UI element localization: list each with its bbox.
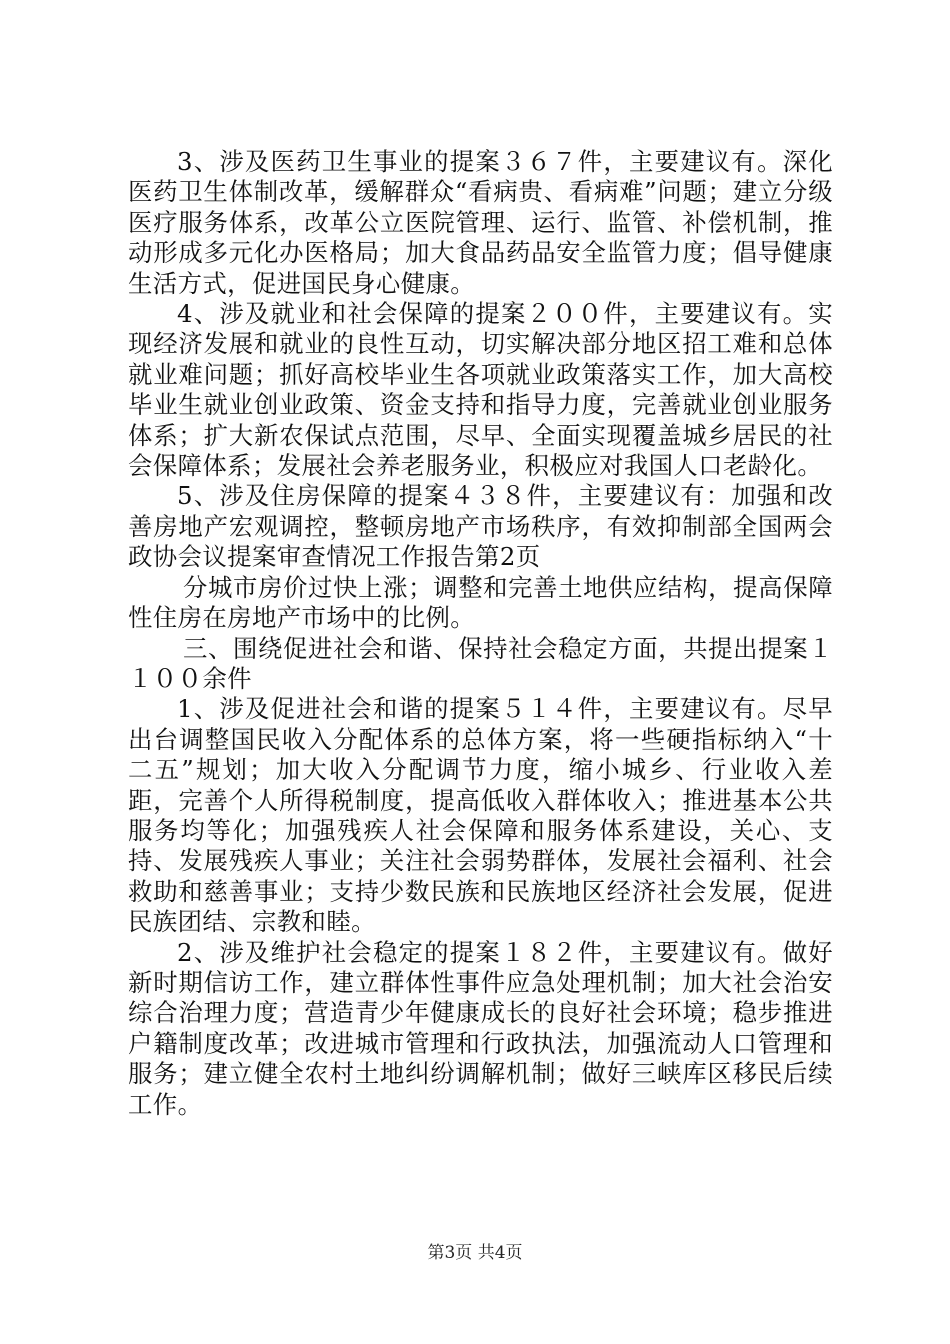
paragraph-social-harmony: 1、涉及促进社会和谐的提案５１４件，主要建议有。尽早出台调整国民收入分配体系的总体方案，将一些硬指标纳入“十二五”规划；加大收入分配调节力度，缩小城乡、行业收入差距，完善个人所得税制度，提高低收入群体收入；推进基本公共服务均等化；加强残疾人社会保障和服务体系建设，关心、支持、发展残疾人事业；关注社会弱势群体，发展社会福利、社会救助和慈善事业；支持少数民族和民族地区经济社会发展，促进民族团结、宗教和睦。 bbox=[128, 694, 833, 937]
document-body bbox=[128, 147, 833, 1120]
paragraph-medical-health: 3、涉及医药卫生事业的提案３６７件，主要建议有。深化医药卫生体制改革，缓解群众“看病贵、看病难”问题；建立分级医疗服务体系，改革公立医院管理、运行、监管、补偿机制，推动形成多元化办医格局；加大食品药品安全监管力度；倡导健康生活方式，促进国民身心健康。 bbox=[128, 147, 833, 298]
paragraph-housing-security: 5、涉及住房保障的提案４３８件，主要建议有：加强和改善房地产宏观调控，整顿房地产市场秩序，有效抑制部全国两会政协会议提案审查情况工作报告第2页 bbox=[128, 481, 833, 572]
section-heading-social-harmony: 三、围绕促进社会和谐、保持社会稳定方面，共提出提案１１００余件 bbox=[128, 633, 833, 693]
paragraph-social-stability: 2、涉及维护社会稳定的提案１８２件，主要建议有。做好新时期信访工作，建立群体性事件应急处理机制；加大社会治安综合治理力度；营造青少年健康成长的良好社会环境；稳步推进户籍制度改革；改进城市管理和行政执法，加强流动人口管理和服务；建立健全农村土地纠纷调解机制；做好三峡库区移民后续工作。 bbox=[128, 937, 833, 1119]
page-number-footer: 第3页 共4页 bbox=[427, 1243, 523, 1263]
paragraph-housing-continued: 分城市房价过快上涨；调整和完善土地供应结构，提高保障性住房在房地产市场中的比例。 bbox=[128, 572, 833, 633]
paragraph-employment-security: 4、涉及就业和社会保障的提案２００件，主要建议有。实现经济发展和就业的良性互动，切实解决部分地区招工难和总体就业难问题；抓好高校毕业生各项就业政策落实工作，加大高校毕业生就业创业政策、资金支持和指导力度，完善就业创业服务体系；扩大新农保试点范围，尽早、全面实现覆盖城乡居民的社会保障体系；发展社会养老服务业，积极应对我国人口老龄化。 bbox=[128, 299, 833, 481]
